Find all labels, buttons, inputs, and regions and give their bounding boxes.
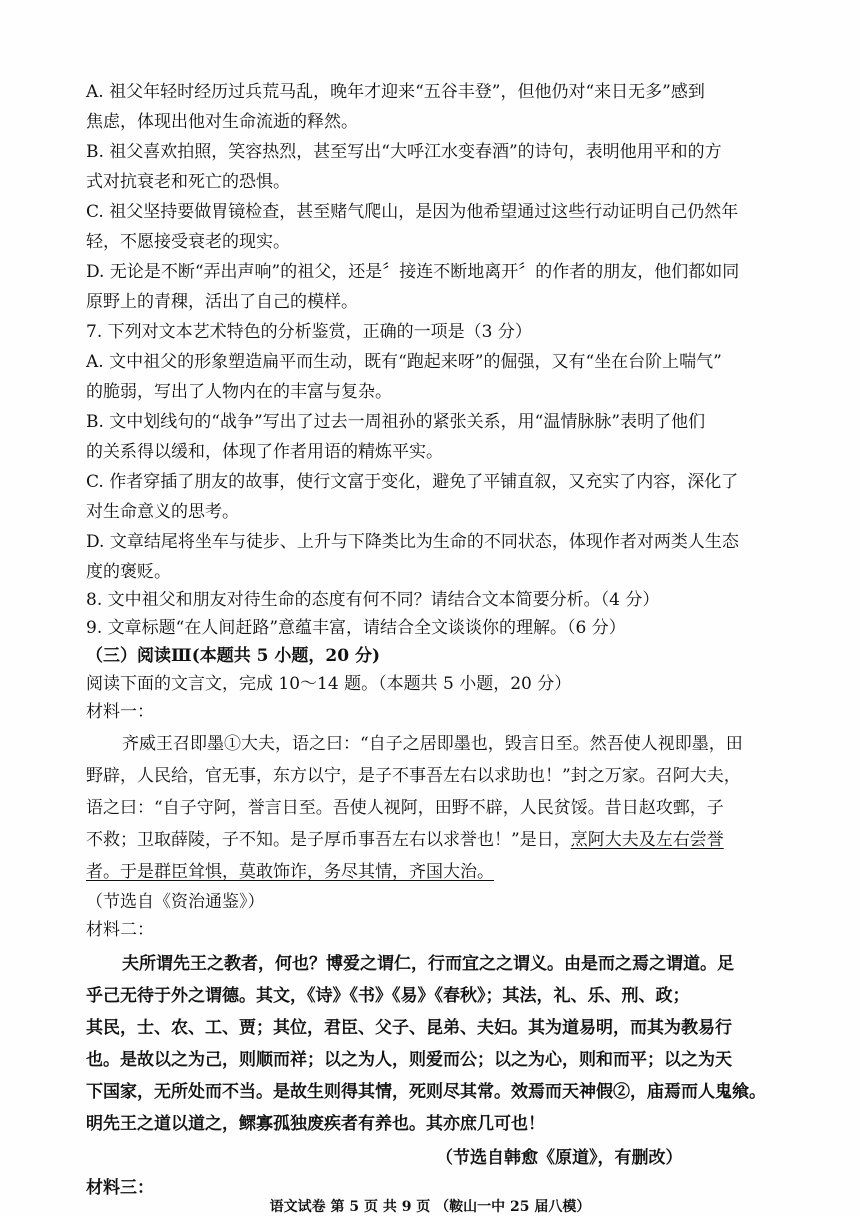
material2-source: （节选自韩愈《原道》，有删改）	[436, 1148, 683, 1168]
material1-source: （节选自《资治通鉴》）	[86, 892, 265, 912]
material1-line4-text: 不救；卫取薛陵，子不知。是子厚币事吾左右以求誉也！”是日，	[86, 830, 571, 850]
q6-option-c-line1: C. 祖父坚持要做胃镜检查，甚至赌气爬山，是因为他希望通过这些行动证明自己仍然年	[86, 202, 739, 222]
q6-option-b-line2: 式对抗衰老和死亡的恐惧。	[86, 172, 290, 192]
q6-option-a-line2: 焦虑，体现出他对生命流逝的释然。	[86, 112, 358, 132]
q7-option-b-line2: 的关系得以缓和，体现了作者用语的精炼平实。	[86, 442, 443, 462]
material2-line3: 其民，士、农、工、贾；其位，君臣、父子、昆弟、夫妇。其为道易明，而其为教易行	[86, 1018, 732, 1038]
q7-stem: 7. 下列对文本艺术特色的分析鉴赏，正确的一项是（3 分）	[86, 322, 532, 342]
material1-line2: 野辟，人民给，官无事，东方以宁，是子不事吾左右以求助也！”封之万家。召阿大夫，	[86, 766, 741, 786]
q7-option-c-line2: 对生命意义的思考。	[86, 502, 239, 522]
q7-option-a-line1: A. 文中祖父的形象塑造扁平而生动，既有“跑起来呀”的倔强，又有“坐在台阶上喘气”	[86, 352, 722, 372]
q6-option-c-line2: 轻，不愿接受衰老的现实。	[86, 232, 290, 252]
q6-option-b-line1: B. 祖父喜欢拍照，笑容热烈，甚至写出“大呼江水变春酒”的诗句，表明他用平和的方	[86, 142, 722, 162]
page-footer: 语文试卷 第 5 页 共 9 页 （鞍山一中 25 届八模）	[269, 1199, 591, 1215]
underlined-sentence-part1: 烹阿大夫及左右尝誉	[570, 830, 724, 850]
q7-option-c-line1: C. 作者穿插了朋友的故事，使行文富于变化，避免了平铺直叙，又充实了内容，深化了	[86, 472, 739, 492]
q7-option-d-line2: 度的褒贬。	[86, 562, 171, 582]
material2-line5: 下国家，无所处而不当。是故生则得其情，死则尽其常。效焉而天神假②，庙焉而人鬼飨。	[86, 1082, 766, 1102]
material1-line3: 语之曰：“自子守阿，誉言日至。吾使人视阿，田野不辟，人民贫馁。昔日赵攻鄄，子	[86, 798, 724, 818]
material1-line1: 齐威王召即墨①大夫，语之曰：“自子之居即墨也，毁言日至。然吾使人视即墨，田	[122, 734, 743, 754]
material2-line6: 明先王之道以道之，鳏寡孤独废疾者有养也。其亦庶几可也！	[86, 1114, 545, 1134]
q7-option-d-line1: D. 文章结尾将坐车与徒步、上升与下降类比为生命的不同状态，体现作者对两类人生态	[86, 532, 739, 552]
q6-option-d-line2: 原野上的青稞，活出了自己的模样。	[86, 292, 358, 312]
material1-label: 材料一：	[86, 702, 154, 722]
q6-option-d-line1: D. 无论是不断“弄出声响”的祖父，还是〞接连不断地离开〞的作者的朋友，他们都如同	[86, 262, 740, 282]
q9-stem: 9. 文章标题“在人间赶路”意蕴丰富，请结合全文谈谈你的理解。（6 分）	[86, 618, 626, 638]
material2-line1: 夫所谓先王之教者，何也？博爱之谓仁，行而宜之之谓义。由是而之焉之谓道。足	[122, 954, 734, 974]
material1-line4	[86, 828, 724, 852]
q8-stem: 8. 文中祖父和朋友对待生命的态度有何不同？请结合文本简要分析。（4 分）	[86, 590, 660, 610]
section-instruction: 阅读下面的文言文，完成 10～14 题。（本题共 5 小题，20 分）	[86, 674, 572, 694]
material3-label: 材料三：	[86, 1178, 154, 1198]
section-heading: （三）阅读Ⅲ(本题共 5 小题，20 分)	[86, 646, 381, 666]
material2-line4: 也。是故以之为己，则顺而祥；以之为人，则爱而公；以之为心，则和而平；以之为天	[86, 1050, 732, 1070]
q7-option-b-line1: B. 文中划线句的“战争”写出了过去一周祖孙的紧张关系，用“温情脉脉”表明了他们	[86, 412, 706, 432]
material2-label: 材料二：	[86, 920, 154, 940]
material2-line2: 乎己无待于外之谓德。其文，《诗》《书》《易》《春秋》；其法，礼、乐、刑、政；	[86, 986, 690, 1006]
q7-option-a-line2: 的脆弱，写出了人物内在的丰富与复杂。	[86, 382, 392, 402]
underlined-sentence-part2: 者。于是群臣耸惧，莫敢饰诈，务尽其情，齐国大治。	[86, 862, 494, 882]
q6-option-a-line1: A. 祖父年轻时经历过兵荒马乱，晚年才迎来“五谷丰登”，但他仍对“来日无多”感到	[86, 82, 705, 102]
